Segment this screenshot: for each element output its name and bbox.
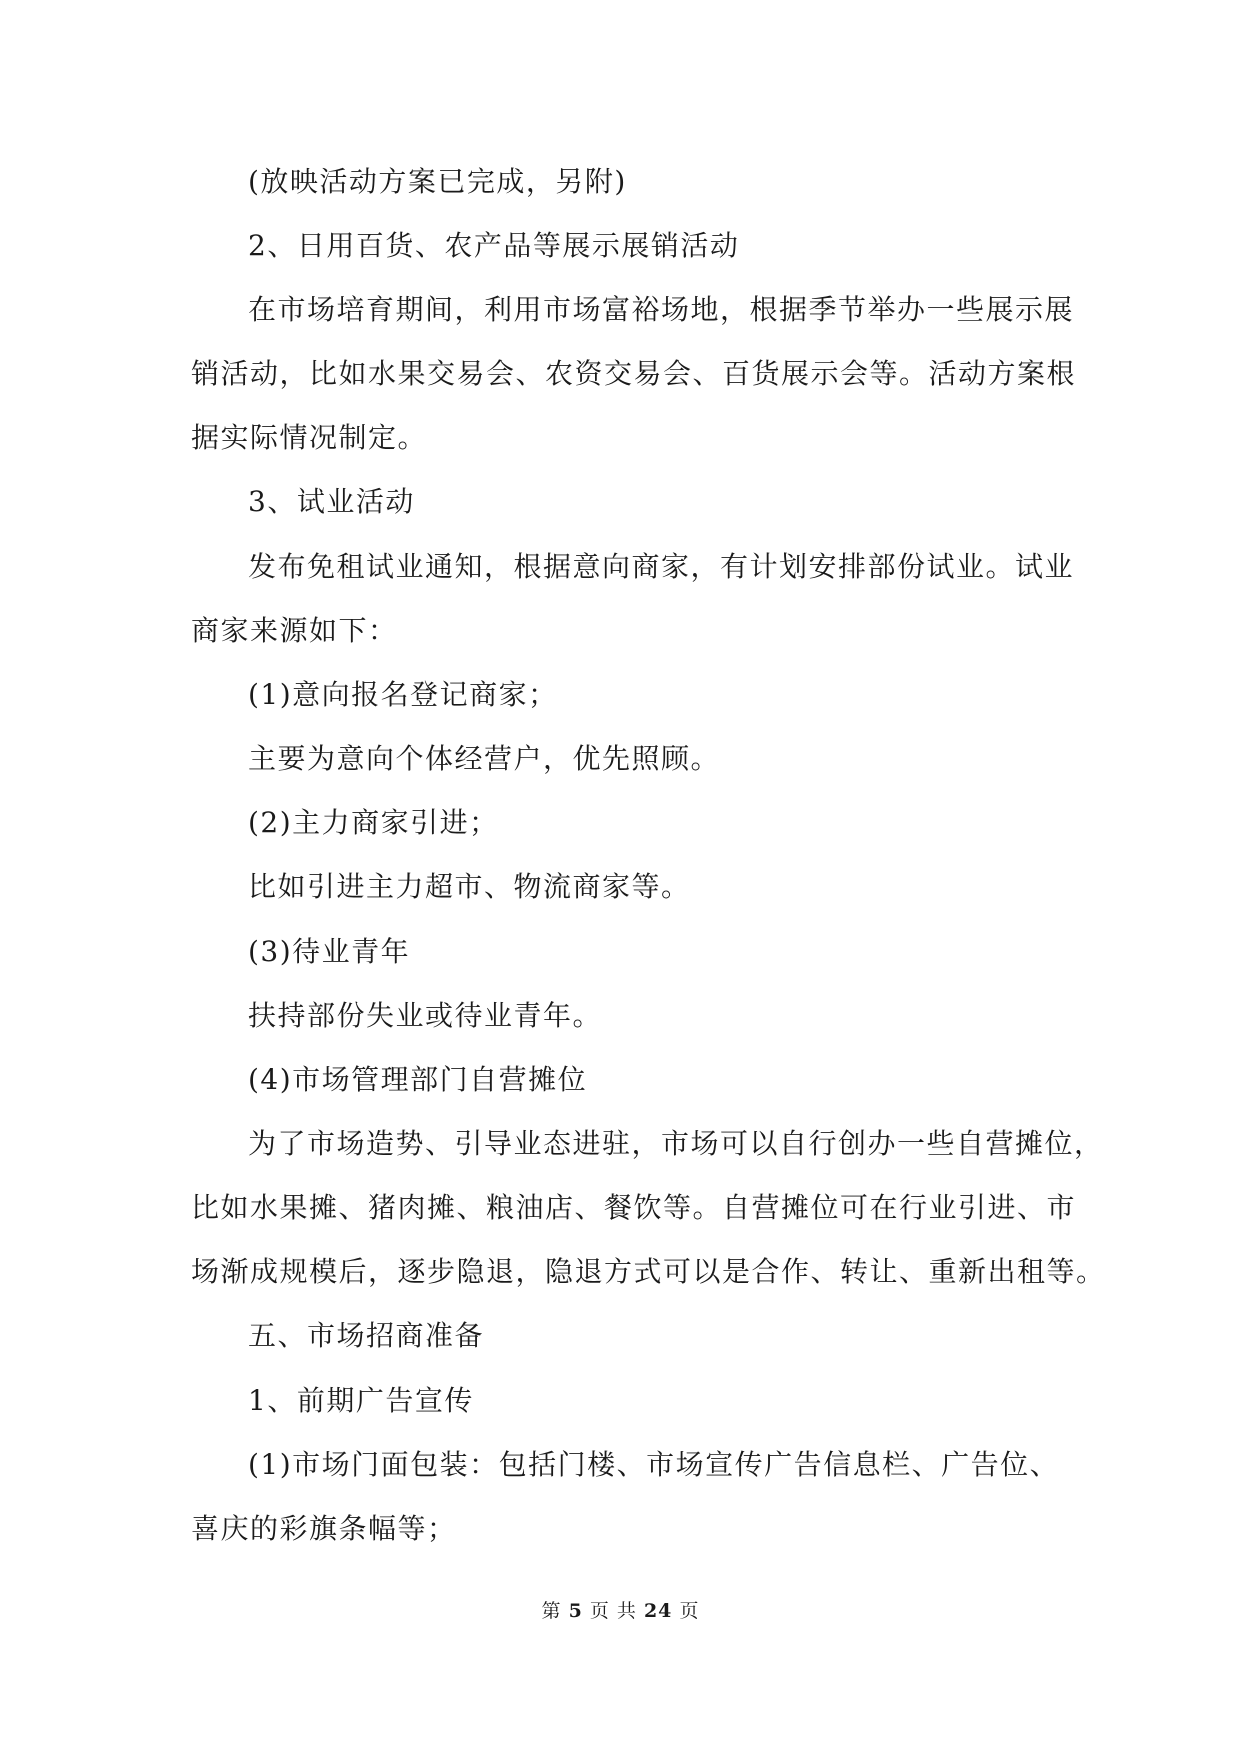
text-line: (放映活动方案已完成，另附)	[248, 165, 627, 198]
text-line: 比如引进主力超市、物流商家等。	[248, 870, 691, 903]
page-number: 5	[568, 1600, 583, 1622]
list-item: (2)主力商家引进；	[248, 806, 499, 839]
section-heading: 2、日用百货、农产品等展示展销活动	[248, 229, 740, 262]
list-item: (4)市场管理部门自营摊位	[248, 1063, 588, 1096]
text-line: 为了市场造势、引导业态进驻，市场可以自行创办一些自营摊位，	[248, 1127, 1104, 1160]
text-line: 商家来源如下：	[191, 614, 398, 647]
footer-suffix: 页	[679, 1600, 700, 1622]
text-line: 扶持部份失业或待业青年。	[248, 999, 603, 1032]
text-line: 喜庆的彩旗条幅等；	[191, 1512, 457, 1545]
text-line: 比如水果摊、猪肉摊、粮油店、餐饮等。自营摊位可在行业引进、市	[191, 1191, 1077, 1224]
section-heading: 3、试业活动	[248, 485, 415, 518]
section-heading: 1、前期广告宣传	[248, 1384, 474, 1417]
list-item: (3)待业青年	[248, 935, 411, 968]
text-line: 主要为意向个体经营户，优先照顾。	[248, 742, 721, 775]
footer-middle: 页 共	[589, 1600, 637, 1622]
text-line: 销活动，比如水果交易会、农资交易会、百货展示会等。活动方案根	[191, 357, 1077, 390]
list-item: (1)市场门面包装：包括门楼、市场宣传广告信息栏、广告位、	[248, 1448, 1060, 1481]
text-line: 在市场培育期间，利用市场富裕场地，根据季节举办一些展示展	[248, 293, 1075, 326]
total-pages: 24	[643, 1600, 673, 1622]
page-footer	[0, 1598, 1241, 1624]
text-line: 据实际情况制定。	[191, 421, 428, 454]
footer-prefix: 第	[541, 1600, 562, 1622]
text-line: 发布免租试业通知，根据意向商家，有计划安排部份试业。试业	[248, 550, 1075, 583]
text-line: 场渐成规模后，逐步隐退，隐退方式可以是合作、转让、重新出租等。	[191, 1255, 1106, 1288]
section-heading: 五、市场招商准备	[248, 1319, 485, 1352]
list-item: (1)意向报名登记商家；	[248, 678, 558, 711]
